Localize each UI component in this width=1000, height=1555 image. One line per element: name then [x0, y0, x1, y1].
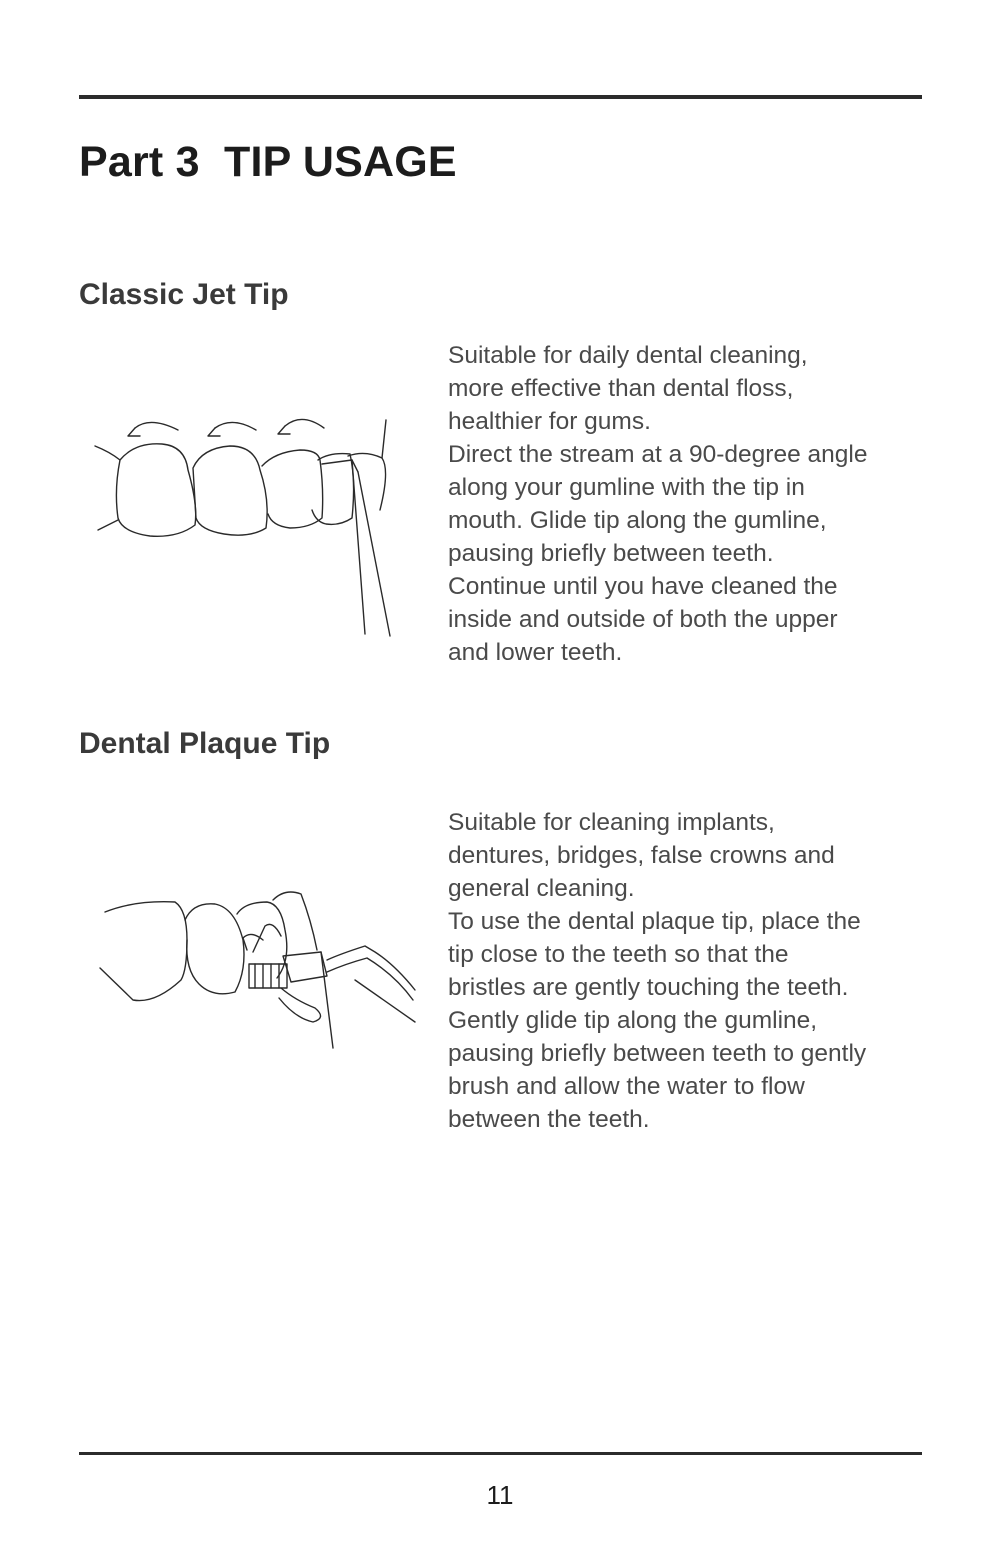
dental-plaque-tip-illustration: [95, 880, 425, 1055]
description-line: along your gumline with the tip in: [448, 474, 805, 501]
dental-plaque-tip-description: [448, 806, 938, 1136]
classic-jet-tip-description: [448, 339, 938, 669]
description-line: Suitable for daily dental cleaning,: [448, 342, 808, 369]
description-line: dentures, bridges, false crowns and: [448, 842, 835, 869]
page-title: Part 3 TIP USAGE: [79, 138, 457, 186]
description-line: mouth. Glide tip along the gumline,: [448, 507, 827, 534]
description-line: general cleaning.: [448, 875, 635, 902]
description-line: tip close to the teeth so that the: [448, 941, 789, 968]
section-heading-dental-plaque-tip: Dental Plaque Tip: [79, 727, 331, 760]
description-line: more effective than dental floss,: [448, 375, 794, 402]
description-line: brush and allow the water to flow: [448, 1073, 805, 1100]
description-line: pausing briefly between teeth.: [448, 540, 774, 567]
description-line: Direct the stream at a 90-degree angle: [448, 441, 868, 468]
description-line: Gently glide tip along the gumline,: [448, 1007, 818, 1034]
description-line: pausing briefly between teeth to gently: [448, 1040, 867, 1067]
description-line: To use the dental plaque tip, place the: [448, 908, 861, 935]
description-line: and lower teeth.: [448, 639, 623, 666]
classic-jet-tip-illustration: [90, 400, 400, 640]
top-divider: [79, 95, 922, 99]
section-heading-classic-jet-tip: Classic Jet Tip: [79, 278, 289, 311]
description-line: between the teeth.: [448, 1106, 650, 1133]
bottom-divider: [79, 1452, 922, 1455]
page-number: 11: [486, 1480, 514, 1510]
description-line: Continue until you have cleaned the: [448, 573, 838, 600]
description-line: healthier for gums.: [448, 408, 651, 435]
description-line: Suitable for cleaning implants,: [448, 809, 775, 836]
description-line: inside and outside of both the upper: [448, 606, 838, 633]
description-line: bristles are gently touching the teeth.: [448, 974, 849, 1001]
